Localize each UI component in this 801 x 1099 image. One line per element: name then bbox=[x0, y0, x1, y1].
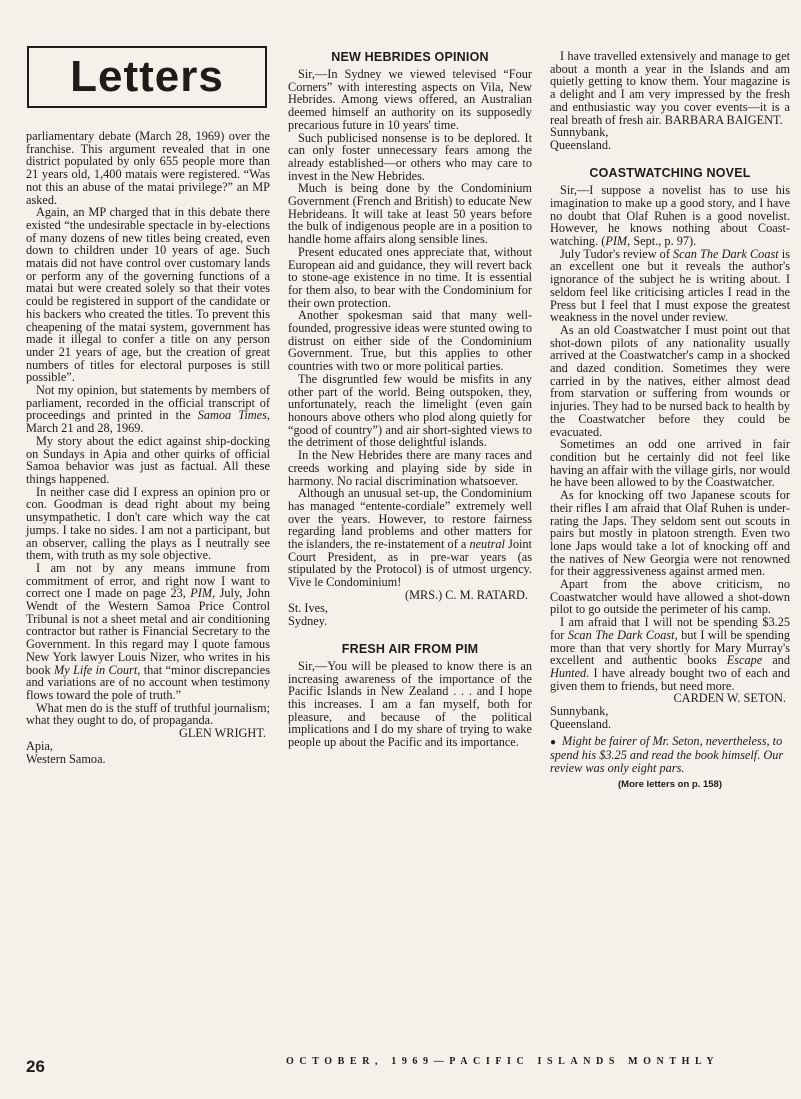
continued-notice: (More letters on p. 158) bbox=[618, 779, 722, 791]
page-number: 26 bbox=[26, 1057, 45, 1076]
footer-issue-line: OCTOBER, 1969—PACIFIC ISLANDS MONTHLY bbox=[286, 1056, 720, 1067]
signature: GLEN WRIGHT. bbox=[179, 726, 266, 741]
signature: CARDEN W. SETON. bbox=[673, 691, 786, 706]
paragraph: In neither case did I express an opinion pro or con. Goodman is dead right about my being unsympathetic. I don't care which way the cat jumps. I take no sides. I am not a participant, but an observer, calling the plays as I neutrally see them, with truth as my sole objective. bbox=[26, 484, 270, 563]
paragraph: The disgruntled few would be misfits in any other part of the world. Being outspoken, they, unfortunately, reach the limelight (even gain honours above others who plod along quietly for “good of country”) and air short-sighted views to the detriment of those delightful islands. bbox=[288, 371, 532, 450]
paragraph: Although an unusual set-up, the Condominium has managed “entente-cordiale” extremely well over the years. However, to restore fairness regarding land problems and other matters for the islanders, the re-instatement of a neutral Joint Court President, as in pre-war years (as stipulated by the Protocol) is of utmost urgency. Vive le Condominium! bbox=[288, 486, 532, 590]
place-line: Sydney. bbox=[288, 613, 328, 628]
paragraph: Sir,—In Sydney we viewed televised “Four Corners” with interesting aspects on Vila, New Hebrides. Among views offered, an Australian deemed himself an authority on its supposedly precarious future in 10 years' time. bbox=[288, 67, 532, 132]
paragraph: Another spokesman said that many well-founded, progressive ideas were stunted owing to distrust on either side of the Condominium Government. True, but this applies to other countries with two or more political parties. bbox=[288, 308, 532, 374]
paragraph: Present educated ones appreciate that, without European aid and guidance, they will revert back to stone-age existence in no time. It is essential for them also, to bear with the Condominium for their own protection. bbox=[288, 244, 532, 310]
column-2 bbox=[288, 50, 532, 749]
paragraph: In the New Hebrides there are many races and creeds working and playing side by side in harmony. No racial discrimination whatsoever. bbox=[288, 448, 532, 488]
paragraph: As for knocking off two Japanese scouts for their rifles I am afraid that Olaf Ruhen is under-rating the Japs. They seldom sent out scouts in pairs but mostly in platoon strength. Even two lone Japs would take a lot of knocking off and the natives of New Georgia were not renowned for their aggressiveness against armed men. bbox=[550, 488, 790, 579]
place-line: Queensland. bbox=[550, 138, 612, 153]
paragraph: I have travelled extensively and manage to get about a month a year in the Islands and am quietly getting to know them. Your magazine is a delight and I am very impressed by the fresh and enthusiastic way you cover events—it is a real breath of fresh air. BARBARA BAIGENT. bbox=[550, 49, 790, 127]
bullet-icon: ● bbox=[550, 737, 557, 749]
column-3 bbox=[550, 50, 790, 790]
paragraph: As an old Coastwatcher I must point out that shot-down pilots of any nationality usually arrived at the Coastwatcher's camp in a shocked and dazed condition. Sometimes they were carried in by the natives, either almost dead from starvation or suffering from wounds or injuries. They had to be nursed back to health by the Coastwatcher before they could be evacuated. bbox=[550, 322, 790, 439]
place-line: Queensland. bbox=[550, 717, 612, 732]
place-line: Sunnybank, bbox=[550, 704, 609, 719]
paragraph: Again, an MP charged that in this debate there existed “the undesirable spectacle in by-elections of many dozens of new titles being created, even down to children under 10 years of age. Such matais did not have control over customary lands or perform any of the governing functions of a matai but were created solely so that their votes could be registered in support of the candidate or his backers who created the titles. To prevent this cheapening of the matai system, government has made it illegal to confer a title on any person under 21 years of age, but the creation of great numbers of titles for electoral purposes is still possible”. bbox=[26, 205, 270, 385]
signature: (MRS.) C. M. RATARD. bbox=[404, 587, 528, 602]
place-line: St. Ives, bbox=[288, 600, 328, 615]
heading-new-hebrides: NEW HEBRIDES OPINION bbox=[331, 50, 489, 64]
paragraph: Sir,—I suppose a novelist has to use his imagination to make up a good story, and I have no doubt that Olaf Ruhen is a good novelist. However, he knows nothing about Coast-watching. (PIM, Sept., p. 97). bbox=[550, 183, 790, 249]
editor-note: ● Might be fairer of Mr. Seton, nevertheless, to spend his $3.25 and read the book himself. Our review was only eight pars. bbox=[550, 734, 784, 776]
place-line: Sunnybank, bbox=[550, 125, 609, 140]
paragraph: My story about the edict against ship-docking on Sundays in Apia and other quirks of official Samoa behavior was just as factual. All these things happened. bbox=[26, 433, 270, 486]
column-1 bbox=[26, 130, 270, 766]
place-line: Apia, bbox=[26, 739, 53, 754]
paragraph: Not my opinion, but statements by members of parliament, recorded in the official transcript of proceedings and printed in the Samoa Times, March 21 and 28, 1969. bbox=[26, 383, 270, 436]
paragraph: Sometimes an odd one arrived in fair condition but he certainly did not feel like having an affair with the village girls, nor would he have been allowed to by the Coastwatcher. bbox=[550, 437, 790, 490]
heading-coastwatching: COASTWATCHING NOVEL bbox=[589, 166, 751, 181]
letters-masthead bbox=[27, 46, 267, 108]
paragraph: Much is being done by the Condominium Government (French and British) to educate New Hebrideans. It will take at least 50 years before the bulk of indigenous people are in a position to handle home affairs along sensible lines. bbox=[288, 181, 532, 247]
paragraph: Sir,—You will be pleased to know there is an increasing awareness of the importance of the Pacific Islands in New Zealand . . . and I hope this increases. I am a fan myself, both for pleasure, and because of the political implications and I do my share of trying to wake people up about the Pacific and its importance. bbox=[288, 658, 532, 750]
paragraph: Such publicised nonsense is to be deplored. It can only foster unnecessary fears among the already established—or others who may care to invest in the New Hebrides. bbox=[288, 130, 532, 183]
paragraph: What men do is the stuff of truthful journalism; what they ought to do, of propaganda. bbox=[26, 700, 270, 728]
paragraph: parliamentary debate (March 28, 1969) over the franchise. This argument revealed that in one district populated by only 655 people more than 21 years old, 1,400 matais were registered. “Was not this an abuse of the matai privilege?” an MP asked. bbox=[26, 129, 270, 207]
heading-fresh-air: FRESH AIR FROM PIM bbox=[341, 641, 479, 656]
masthead-title: Letters bbox=[70, 52, 224, 101]
paragraph: Apart from the above criticism, no Coastwatcher would have allowed a shot-down pilot to go outside the perimeter of his camp. bbox=[550, 577, 790, 617]
place-line: Western Samoa. bbox=[26, 752, 106, 767]
paragraph: I am not by any means immune from commitment of error, and right now I want to correct one I made on page 23, PIM, July, John Wendt of the Western Samoa Price Control Tribunal is not a sheet metal and air conditioning contractor but rather is Financial Secretary to the Government. In this regard may I quote famous New York lawyer Louis Nizer, who writes in his book My Life in Court, that “minor discrepancies and variations are of no account when testimony flows toward the pole of truth.” bbox=[26, 560, 270, 702]
paragraph: I am afraid that I will not be spending $3.25 for Scan The Dark Coast, but I will be spending more than that very shortly for Mary Murray's excellent and authentic books Escape and Hunted. I have already bought two of each and given them to friends, but need more. bbox=[550, 615, 790, 693]
paragraph: July Tudor's review of Scan The Dark Coast is an excellent one but it reveals the author's ignorance of the subject he is writing about. I seldom feel like criticising articles I read in the Press but I feel that I must expose the greatest weakness in the novel under review. bbox=[550, 246, 790, 325]
